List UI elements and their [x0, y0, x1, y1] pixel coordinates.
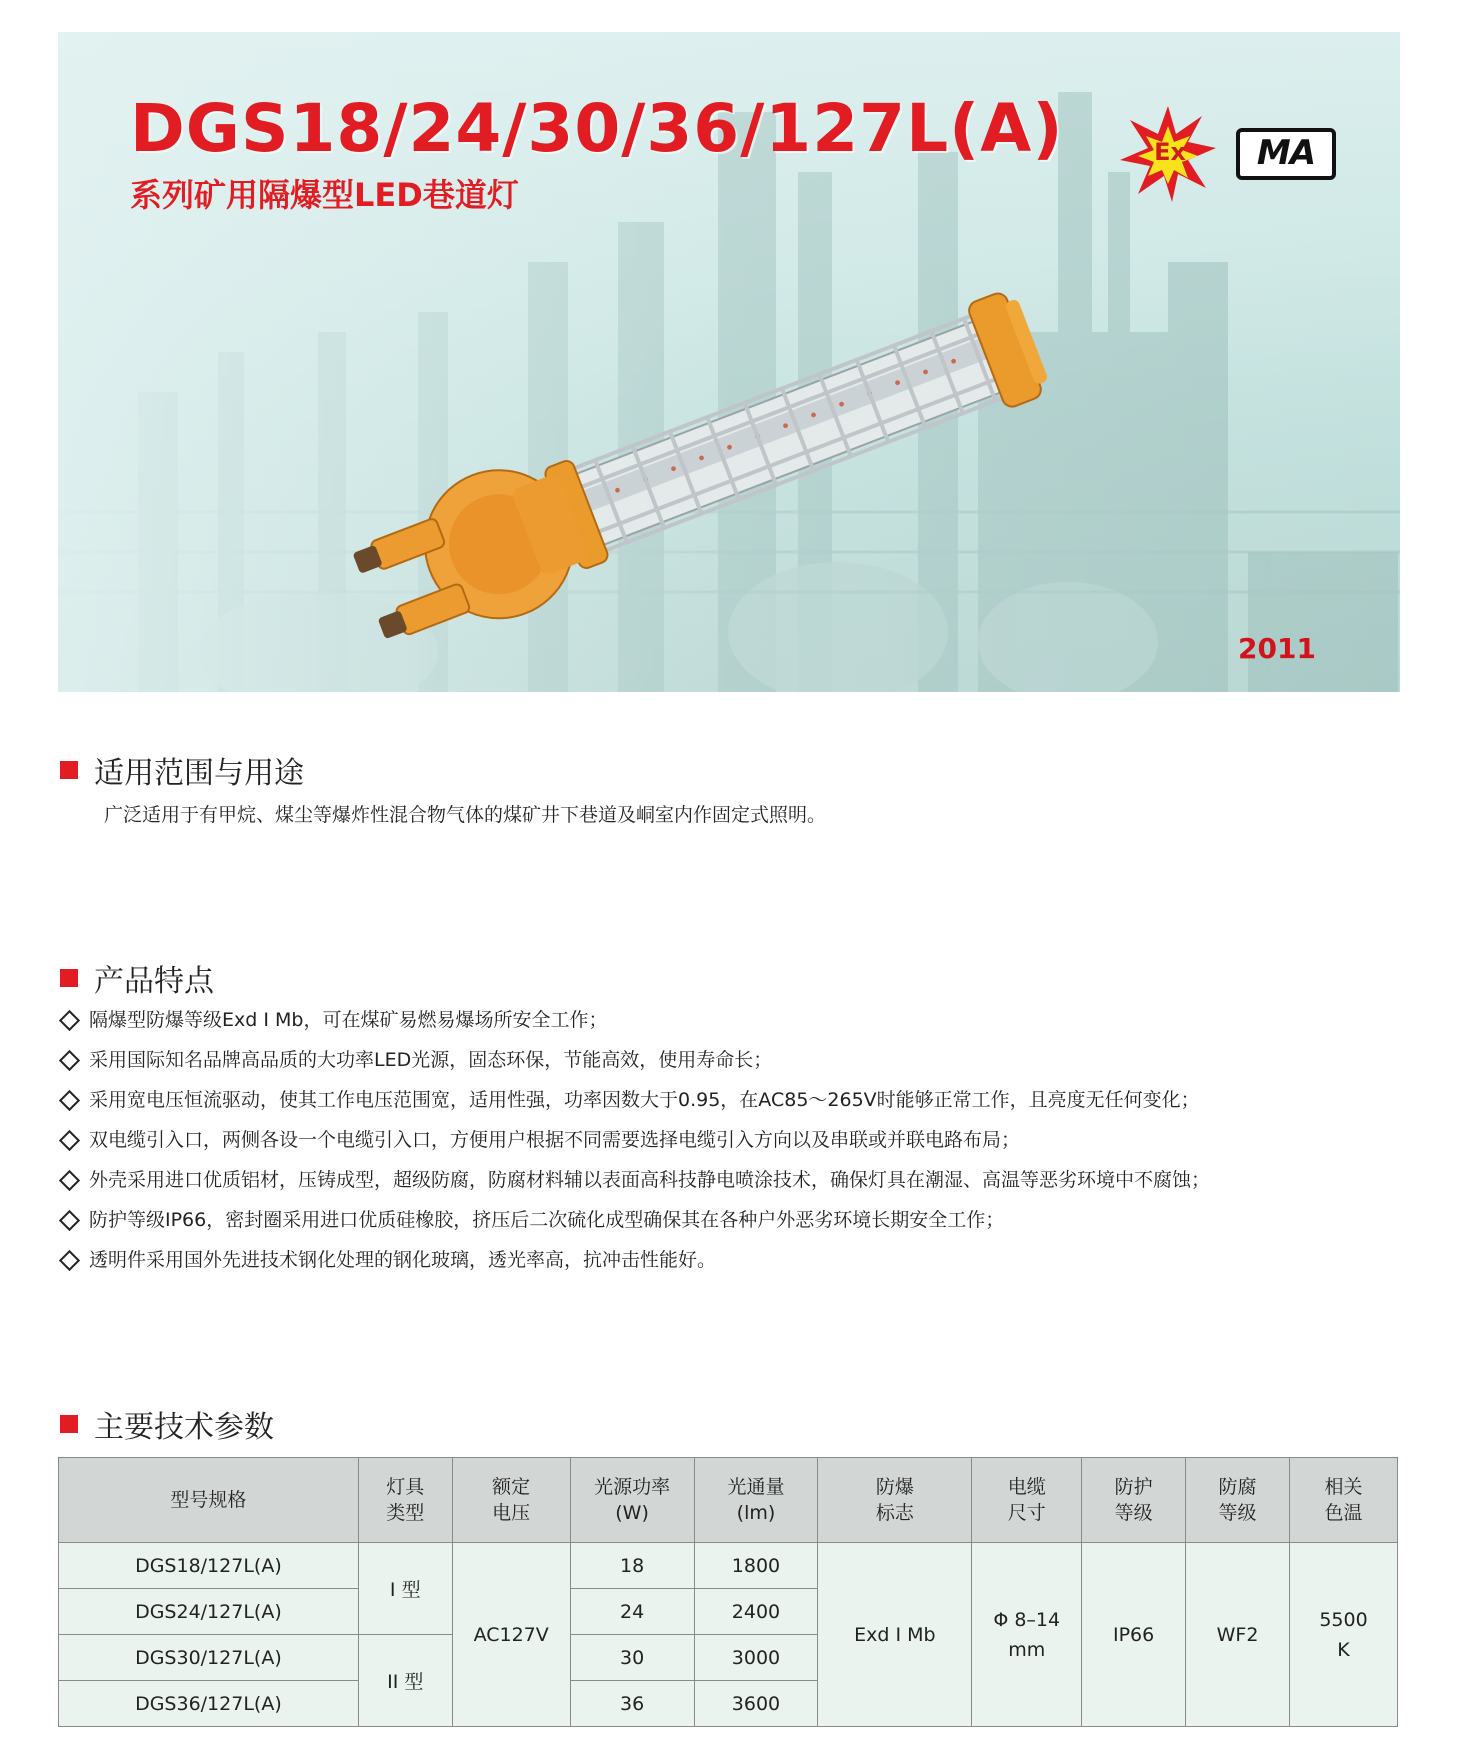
type-cell: I 型	[358, 1543, 452, 1635]
feature-item: 隔爆型防爆等级Exd I Mb，可在煤矿易燃易爆场所安全工作；	[58, 1000, 1210, 1040]
model-cell: DGS36/127L(A)	[59, 1681, 359, 1727]
diamond-bullet-icon	[59, 1009, 80, 1030]
section-usage-title: 适用范围与用途	[94, 756, 304, 791]
year-label: 2011	[1238, 632, 1316, 665]
feature-item: 防护等级IP66，密封圈采用进口优质硅橡胶，挤压后二次硫化成型确保其在各种户外恶劣环境长期安全工作；	[58, 1200, 1210, 1240]
anticorrosion-cell: WF2	[1186, 1543, 1290, 1727]
feature-item: 采用国际知名品牌高品质的大功率LED光源，固态环保，节能高效，使用寿命长；	[58, 1040, 1210, 1080]
flux-cell: 3600	[694, 1681, 818, 1727]
features-list	[58, 1000, 1210, 1280]
power-cell: 24	[570, 1589, 694, 1635]
col-header-cable: 电缆 尺寸	[972, 1458, 1082, 1543]
col-header-voltage: 额定 电压	[452, 1458, 570, 1543]
usage-text: 广泛适用于有甲烷、煤尘等爆炸性混合物气体的煤矿井下巷道及峒室内作固定式照明。	[104, 804, 827, 826]
feature-item: 外壳采用进口优质铝材，压铸成型，超级防腐，防腐材料辅以表面高科技静电喷涂技术，确保灯具在潮湿、高温等恶劣环境中不腐蚀；	[58, 1160, 1210, 1200]
col-header-ex: 防爆 标志	[818, 1458, 972, 1543]
section-usage-heading	[60, 748, 304, 792]
section-features-title: 产品特点	[94, 964, 214, 999]
ex-mark-label: Ex	[1154, 138, 1186, 166]
col-header-type: 灯具 类型	[358, 1458, 452, 1543]
type-cell: II 型	[358, 1635, 452, 1727]
power-cell: 30	[570, 1635, 694, 1681]
red-square-bullet-icon	[60, 761, 78, 779]
section-features-heading	[60, 956, 214, 1000]
ip-cell: IP66	[1082, 1543, 1186, 1727]
col-header-model: 型号规格	[59, 1458, 359, 1543]
feature-item: 透明件采用国外先进技术钢化处理的钢化玻璃，透光率高，抗冲击性能好。	[58, 1240, 1210, 1280]
power-cell: 36	[570, 1681, 694, 1727]
col-header-flux: 光通量 (lm)	[694, 1458, 818, 1543]
col-header-ip: 防护 等级	[1082, 1458, 1186, 1543]
ex-mark-cell: Exd I Mb	[818, 1543, 972, 1727]
feature-item: 双电缆引入口，两侧各设一个电缆引入口，方便用户根据不同需要选择电缆引入方向以及串联或并联电路布局；	[58, 1120, 1210, 1160]
flux-cell: 2400	[694, 1589, 818, 1635]
red-square-bullet-icon	[60, 1415, 78, 1433]
red-square-bullet-icon	[60, 969, 78, 987]
table-header-row	[59, 1458, 1398, 1543]
cable-size-cell: Φ 8–14 mm	[972, 1543, 1082, 1727]
voltage-cell: AC127V	[452, 1543, 570, 1727]
flux-cell: 1800	[694, 1543, 818, 1589]
product-subtitle: 系列矿用隔爆型LED巷道灯	[130, 176, 519, 214]
section-params-title: 主要技术参数	[94, 1410, 274, 1445]
diamond-bullet-icon	[59, 1089, 80, 1110]
col-header-power: 光源功率 (W)	[570, 1458, 694, 1543]
model-cell: DGS18/127L(A)	[59, 1543, 359, 1589]
hero-banner	[58, 32, 1400, 692]
feature-item: 采用宽电压恒流驱动，使其工作电压范围宽，适用性强，功率因数大于0.95，在AC85～265V时能够正常工作，且亮度无任何变化；	[58, 1080, 1210, 1120]
diamond-bullet-icon	[59, 1169, 80, 1190]
diamond-bullet-icon	[59, 1209, 80, 1230]
section-params-heading	[60, 1402, 274, 1446]
diamond-bullet-icon	[59, 1129, 80, 1150]
table-row	[59, 1543, 1398, 1589]
flux-cell: 3000	[694, 1635, 818, 1681]
model-cell: DGS24/127L(A)	[59, 1589, 359, 1635]
ma-certification-logo: MA	[1236, 128, 1336, 180]
col-header-colortemp: 相关 色温	[1290, 1458, 1398, 1543]
model-cell: DGS30/127L(A)	[59, 1635, 359, 1681]
lamp-product-image	[58, 32, 1400, 692]
spec-table	[58, 1457, 1398, 1727]
color-temp-cell: 5500 K	[1290, 1543, 1398, 1727]
diamond-bullet-icon	[59, 1249, 80, 1270]
col-header-anticorrosion: 防腐 等级	[1186, 1458, 1290, 1543]
diamond-bullet-icon	[59, 1049, 80, 1070]
product-title: DGS18/24/30/36/127L(A)	[130, 90, 1064, 167]
power-cell: 18	[570, 1543, 694, 1589]
